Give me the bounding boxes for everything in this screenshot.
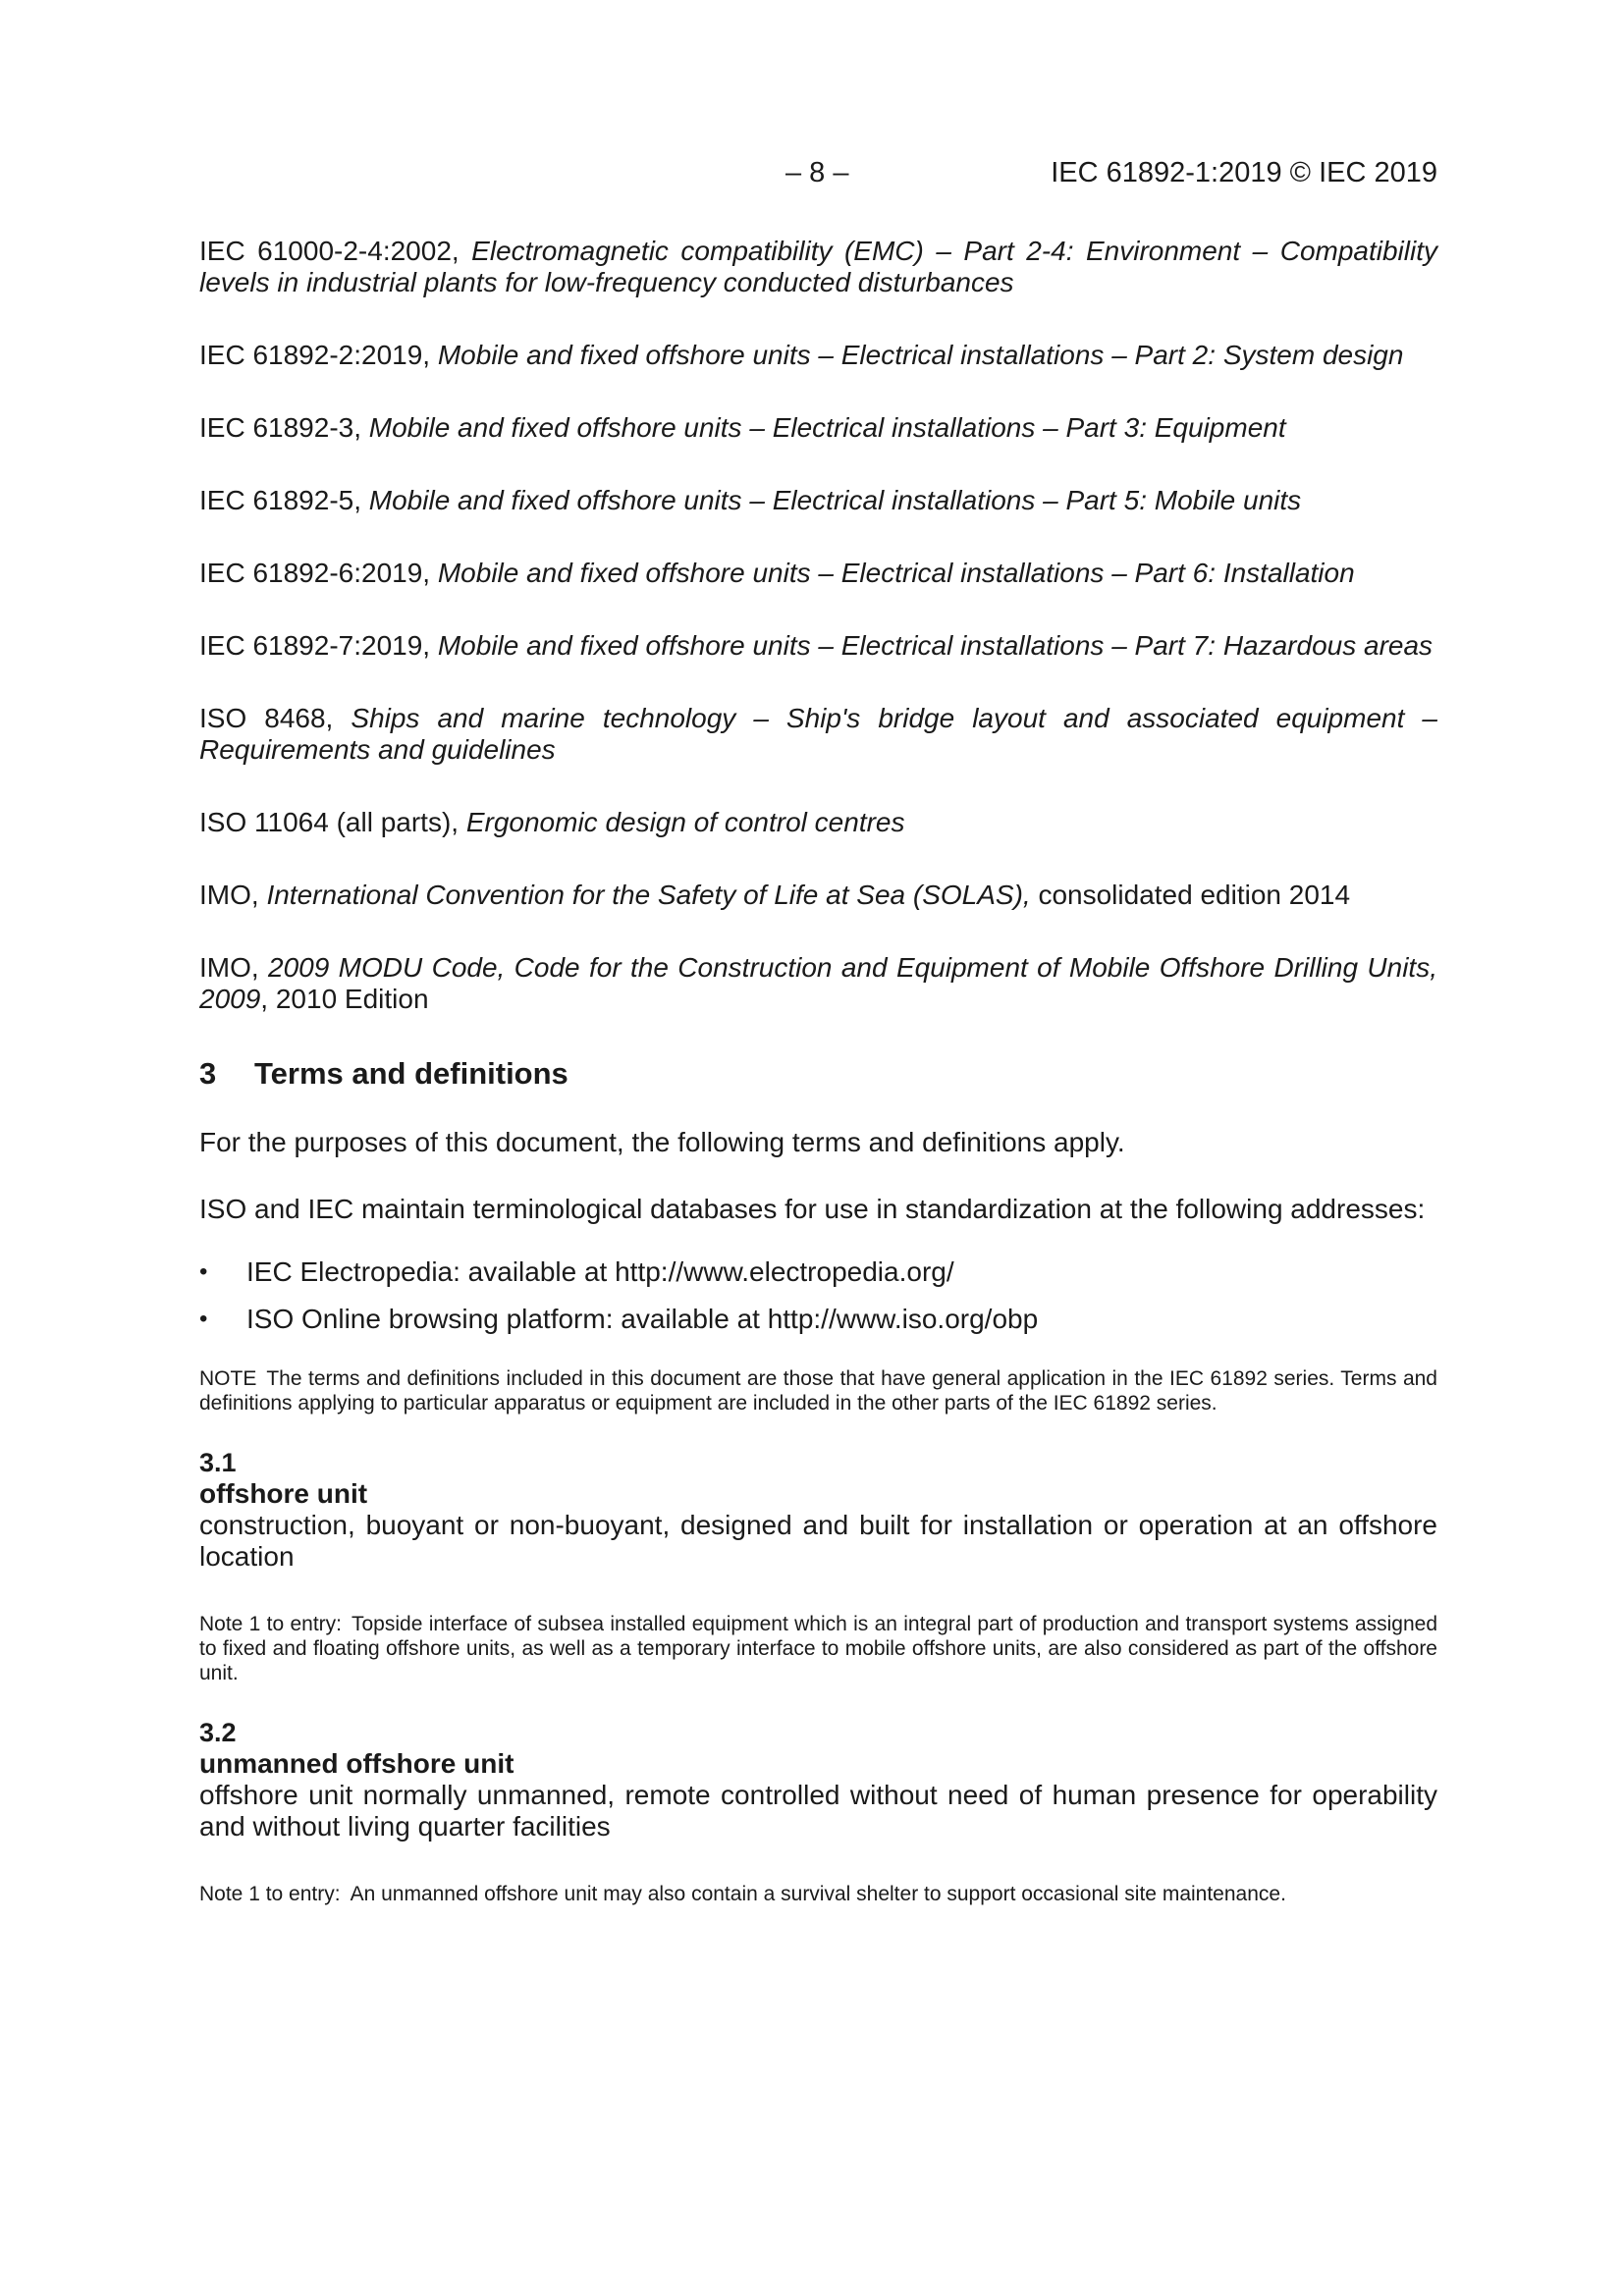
section-heading [199, 1056, 1437, 1092]
term-note [199, 1882, 1437, 1906]
section-note [199, 1366, 1437, 1415]
reference-entry [199, 630, 1437, 662]
reference-entry [199, 952, 1437, 1015]
reference-entry [199, 412, 1437, 444]
page-body [199, 236, 1437, 1938]
section-title: Terms and definitions [254, 1056, 568, 1091]
reference-list [199, 236, 1437, 1015]
reference-suffix: consolidated edition 2014 [1030, 880, 1351, 910]
bullet-icon: • [199, 1306, 208, 1332]
reference-id: IEC 61892-7:2019, [199, 630, 438, 661]
reference-title: International Convention for the Safety of Life at Sea (SOLAS), [266, 880, 1031, 910]
reference-entry [199, 340, 1437, 371]
bullet-icon: • [199, 1258, 208, 1285]
term-name: unmanned offshore unit [199, 1748, 514, 1779]
note-text: The terms and definitions included in this document are those that have general application in the IEC 61892 series. Terms and definitions applying to particular apparatus or equipment are included in the other parts of the IEC 61892 series. [199, 1367, 1437, 1415]
term-number: 3.1 [199, 1448, 237, 1477]
section-intro: For the purposes of this document, the following terms and definitions apply. [199, 1127, 1125, 1157]
term-note-text: An unmanned offshore unit may also contain a survival shelter to support occasional site maintenance. [350, 1883, 1286, 1905]
list-item-text: IEC Electropedia: available at http://www.electropedia.org/ [246, 1256, 954, 1287]
reference-entry [199, 880, 1437, 911]
reference-title: Mobile and fixed offshore units – Electrical installations – Part 3: Equipment [368, 412, 1286, 443]
list-item-text: ISO Online browsing platform: available at http://www.iso.org/obp [246, 1304, 1039, 1334]
term-note-label: Note 1 to entry: [199, 1883, 341, 1905]
term-entry [199, 1447, 1437, 1685]
term-note-label: Note 1 to entry: [199, 1613, 342, 1635]
reference-id: IEC 61892-3, [199, 412, 369, 443]
list-item [199, 1256, 1437, 1288]
reference-title: Electromagnetic compatibility (EMC) – Part 2-4: Environment – Compatibility levels in industrial plants for low-frequency conducted disturbances [199, 236, 1437, 297]
reference-entry [199, 703, 1437, 766]
reference-entry [199, 485, 1437, 516]
page-header [785, 157, 1437, 196]
list-item [199, 1304, 1437, 1335]
reference-suffix: , 2010 Edition [260, 984, 429, 1014]
reference-title: Ergonomic design of control centres [465, 807, 905, 837]
database-list [199, 1256, 1437, 1335]
reference-title: Mobile and fixed offshore units – Electrical installations – Part 7: Hazardous areas [437, 630, 1434, 661]
term-entry [199, 1717, 1437, 1906]
page-number: – 8 – [785, 157, 849, 188]
term-note-text: Topside interface of subsea installed equipment which is an integral part of production and transport systems assigned to fixed and floating offshore units, as well as a temporary interface to mobile offshore units, are also considered as part of the offshore unit. [199, 1613, 1437, 1684]
reference-entry [199, 558, 1437, 589]
reference-id: IEC 61892-6:2019, [199, 558, 438, 588]
term-name: offshore unit [199, 1478, 368, 1509]
term-note [199, 1612, 1437, 1685]
reference-title: Ships and marine technology – Ship's bridge layout and associated equipment – Requirements and guidelines [199, 703, 1437, 765]
section-number: 3 [199, 1056, 217, 1091]
reference-id: IMO, [199, 952, 269, 983]
term-definition: offshore unit normally unmanned, remote controlled without need of human presence for operability and without living quarter facilities [199, 1780, 1437, 1842]
reference-entry [199, 236, 1437, 298]
document-id: IEC 61892-1:2019 © IEC 2019 [1051, 157, 1437, 188]
reference-title: Mobile and fixed offshore units – Electrical installations – Part 5: Mobile units [368, 485, 1302, 515]
reference-entry [199, 807, 1437, 838]
reference-id: IMO, [199, 880, 267, 910]
term-number: 3.2 [199, 1718, 237, 1747]
reference-title: 2009 MODU Code, Code for the Construction and Equipment of Mobile Offshore Drilling Units, 2009 [199, 952, 1437, 1014]
reference-id: IEC 61892-2:2019, [199, 340, 438, 370]
reference-title: Mobile and fixed offshore units – Electrical installations – Part 6: Installation [437, 558, 1355, 588]
note-label: NOTE [199, 1367, 257, 1390]
reference-id: IEC 61892-5, [199, 485, 369, 515]
reference-title: Mobile and fixed offshore units – Electrical installations – Part 2: System design [437, 340, 1404, 370]
reference-id: ISO 8468, [199, 703, 352, 733]
reference-id: IEC 61000-2-4:2002, [199, 236, 472, 266]
term-definition: construction, buoyant or non-buoyant, designed and built for installation or operation at an offshore location [199, 1510, 1437, 1572]
databases-intro: ISO and IEC maintain terminological databases for use in standardization at the following addresses: [199, 1194, 1426, 1224]
reference-id: ISO 11064 (all parts), [199, 807, 466, 837]
